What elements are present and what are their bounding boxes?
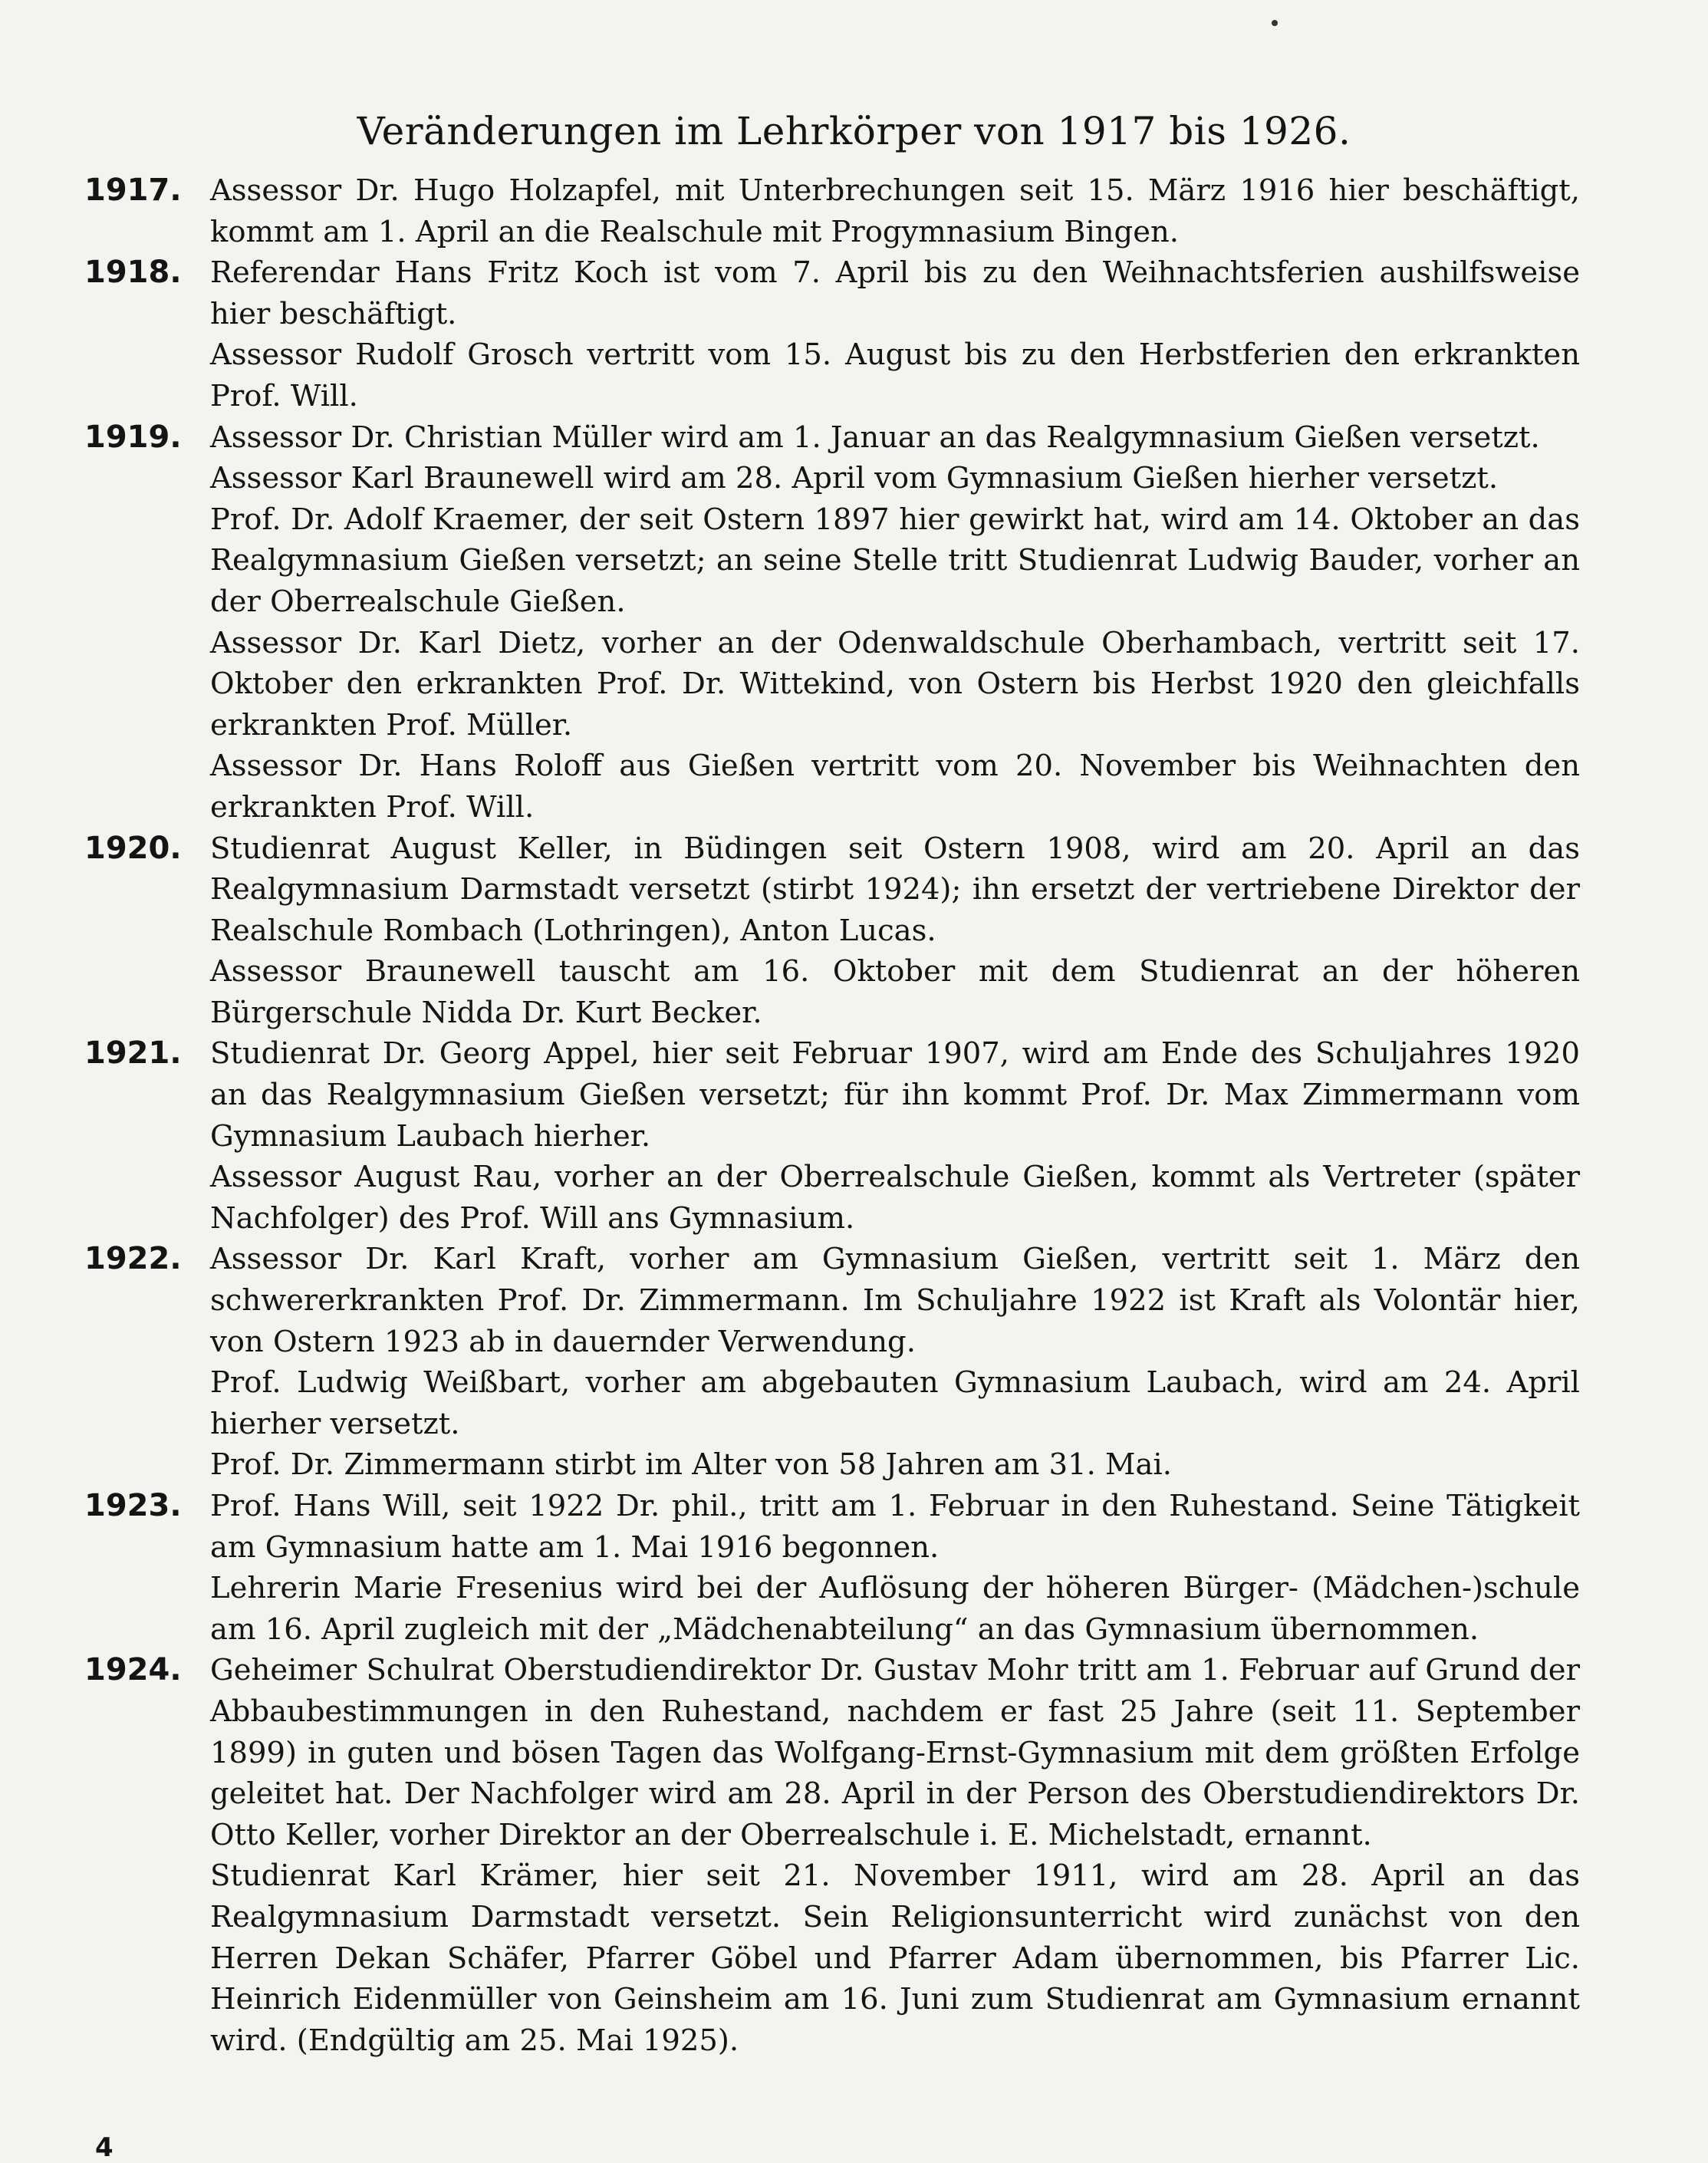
entry-paragraph: Assessor Karl Braunewell wird am 28. April vom Gymnasium Gießen hierher versetzt. [210, 461, 1499, 496]
year-entry [84, 828, 1580, 1034]
entry-paragraph: Assessor August Rau, vorher an der Oberrealschule Gießen, kommt als Vertreter (später Nachfolger) des Prof. Will ans Gymnasium. [210, 1160, 1580, 1236]
entry-year: 1920. [84, 830, 182, 866]
entry-paragraph: Geheimer Schulrat Oberstudiendirektor Dr. Gustav Mohr tritt am 1. Februar auf Grund der Abbaubestimmungen in den Ruhestand, nachdem er fast 25 Jahre (seit 11. September 1899) in guten und bösen Tagen das Wolfgang-Ernst-Gymnasium mit dem größten Erfolge geleitet hat. Der Nachfolger wird am 28. April in der Person des Oberstudiendirektors Dr. Otto Keller, vorher Direktor an der Oberrealschule i. E. Michelstadt, ernannt. [210, 1653, 1580, 1852]
entry-paragraph: Assessor Braunewell tauscht am 16. Oktober mit dem Studienrat an der höheren Bürgerschule Nidda Dr. Kurt Becker. [210, 954, 1580, 1030]
entry-paragraph: Studienrat Dr. Georg Appel, hier seit Februar 1907, wird am Ende des Schuljahres 1920 an das Realgymnasium Gießen versetzt; für ihn kommt Prof. Dr. Max Zimmermann vom Gymnasium Laubach hierher. [210, 1036, 1580, 1154]
entry-paragraph: Prof. Ludwig Weißbart, vorher am abgebauten Gymnasium Laubach, wird am 24. April hierher versetzt. [210, 1365, 1580, 1441]
page-number: 4 [95, 2132, 114, 2163]
year-entry [84, 1486, 1580, 1650]
page-title: Veränderungen im Lehrkörper von 1917 bis 1926. [357, 109, 1351, 153]
entry-paragraph: Assessor Dr. Karl Kraft, vorher am Gymnasium Gießen, vertritt seit 1. März den schwererkrankten Prof. Dr. Zimmermann. Im Schuljahre 1922 ist Kraft als Volontär hier, von Ostern 1923 ab in dauernder Verwendung. [210, 1242, 1580, 1359]
entry-paragraph: Studienrat August Keller, in Büdingen seit Ostern 1908, wird am 20. April an das Realgymnasium Darmstadt versetzt (stirbt 1924); ihn ersetzt der vertriebene Direktor der Realschule Rombach (Lothringen), Anton Lucas. [210, 831, 1580, 948]
year-entry [84, 417, 1580, 828]
entry-paragraph: Studienrat Karl Krämer, hier seit 21. November 1911, wird am 28. April an das Realgymnasium Darmstadt versetzt. Sein Religionsunterricht wird zunächst von den Herren Dekan Schäfer, Pfarrer Göbel und Pfarrer Adam übernommen, bis Pfarrer Lic. Heinrich Eidenmüller von Geinsheim am 16. Juni zum Studienrat am Gymnasium ernannt wird. (Endgültig am 25. Mai 1925). [210, 1858, 1580, 2058]
entry-paragraph: Prof. Dr. Adolf Kraemer, der seit Ostern 1897 hier gewirkt hat, wird am 14. Oktober an das Realgymnasium Gießen versetzt; an seine Stelle tritt Studienrat Ludwig Bauder, vorher an der Oberrealschule Gießen. [210, 502, 1580, 619]
entry-year: 1918. [84, 255, 182, 291]
entry-year: 1919. [84, 419, 182, 455]
ink-speck [1272, 20, 1278, 26]
entry-paragraph: Assessor Dr. Hans Roloff aus Gießen vertritt vom 20. November bis Weihnachten den erkrankten Prof. Will. [210, 749, 1580, 825]
entry-year: 1921. [84, 1035, 182, 1072]
entry-paragraph: Assessor Dr. Hugo Holzapfel, mit Unterbrechungen seit 15. März 1916 hier beschäftigt, kommt am 1. April an die Realschule mit Progymnasium Bingen. [210, 173, 1580, 249]
entry-paragraph: Assessor Dr. Karl Dietz, vorher an der Odenwaldschule Oberhambach, vertritt seit 17. Oktober den erkrankten Prof. Dr. Wittekind, von Ostern bis Herbst 1920 den gleichfalls erkrankten Prof. Müller. [210, 625, 1580, 742]
entry-year: 1917. [84, 173, 182, 208]
entry-paragraph: Assessor Dr. Christian Müller wird am 1. Januar an das Realgymnasium Gießen versetzt. [210, 420, 1540, 455]
year-entry [84, 252, 1580, 416]
entry-paragraph: Prof. Dr. Zimmermann stirbt im Alter von 58 Jahren am 31. Mai. [210, 1447, 1172, 1483]
entry-paragraph: Assessor Rudolf Grosch vertritt vom 15. August bis zu den Herbstferien den erkrankten Prof. Will. [210, 337, 1580, 413]
year-entry [84, 170, 1580, 252]
year-entry [84, 1239, 1580, 1486]
entry-paragraph: Lehrerin Marie Fresenius wird bei der Auflösung der höheren Bürger- (Mädchen-)schule am 16. April zugleich mit der „Mädchenabteilung“ an das Gymnasium übernommen. [210, 1571, 1580, 1647]
year-entry [84, 1650, 1580, 2061]
year-entry [84, 1033, 1580, 1239]
entry-paragraph: Prof. Hans Will, seit 1922 Dr. phil., tritt am 1. Februar in den Ruhestand. Seine Tätigkeit am Gymnasium hatte am 1. Mai 1916 begonnen. [210, 1489, 1580, 1565]
entry-year: 1922. [84, 1241, 182, 1277]
entry-year: 1923. [84, 1488, 182, 1523]
entries-list [84, 170, 1580, 2061]
entry-paragraph: Referendar Hans Fritz Koch ist vom 7. April bis zu den Weihnachtsferien aushilfsweise hier beschäftigt. [210, 255, 1580, 331]
entry-year: 1924. [84, 1652, 182, 1688]
